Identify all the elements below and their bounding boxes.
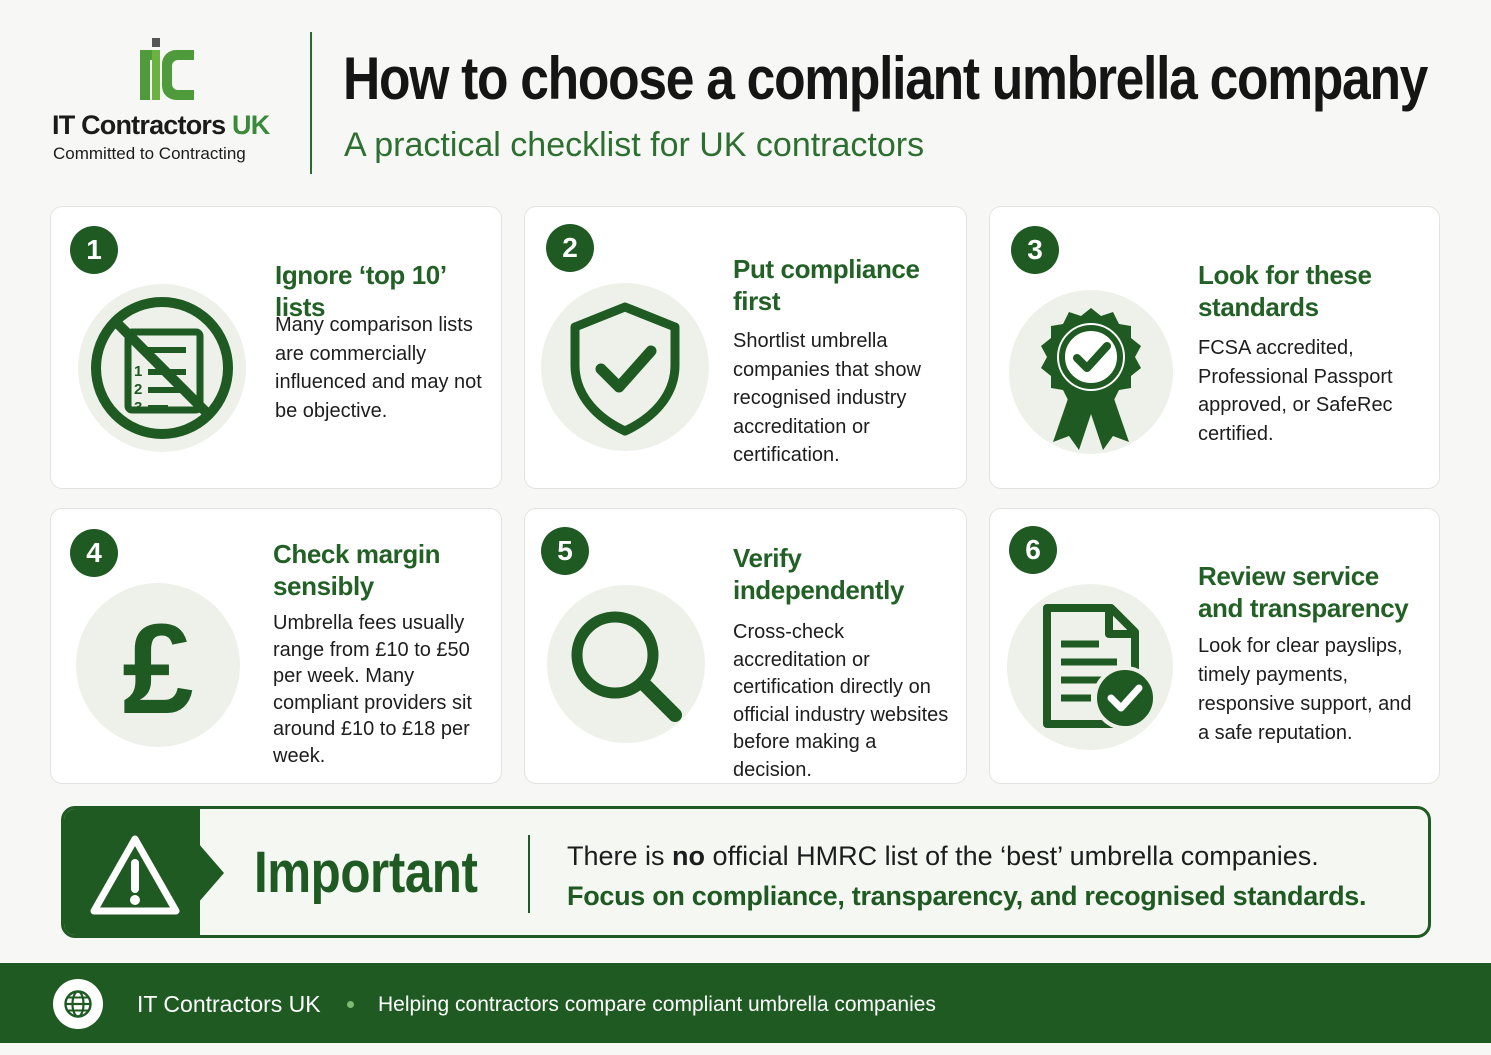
shield-check-icon	[541, 283, 709, 451]
step-badge: 4	[70, 529, 118, 577]
card-title: Look for these standards	[1198, 260, 1372, 322]
page-footer	[0, 963, 1491, 1043]
important-emphasis: Focus on compliance, transparency, and recognised standards.	[567, 881, 1367, 911]
step-badge: 2	[546, 224, 594, 272]
step-badge: 6	[1009, 526, 1057, 574]
step-badge: 3	[1011, 226, 1059, 274]
page-header	[0, 0, 1491, 190]
checklist-card-4	[50, 508, 502, 784]
footer-brand[interactable]: IT Contractors UK	[137, 991, 321, 1017]
checklist-card-6	[989, 508, 1440, 784]
logo-name: IT Contractors UK	[52, 110, 270, 140]
step-badge: 1	[70, 226, 118, 274]
card-body: Umbrella fees usually range from £10 to £50 per week. Many compliant providers sit around £10 to £18 per week.	[273, 612, 472, 767]
checklist-card-3	[989, 206, 1440, 489]
banner-arrow	[198, 843, 224, 903]
award-rosette-icon	[1009, 290, 1173, 454]
card-title: Ignore ‘top 10’ lists	[275, 260, 446, 322]
magnifying-glass-icon	[547, 585, 705, 743]
card-body: Look for clear payslips, timely payments, responsive support, and a safe reputation.	[1198, 635, 1412, 744]
no-ranked-list-icon	[78, 284, 246, 452]
svg-text:2: 2	[134, 381, 143, 398]
important-label: Important	[254, 840, 478, 905]
footer-separator-dot	[347, 1001, 354, 1008]
important-message: There is no official HMRC list of the ‘best’ umbrella companies.	[567, 841, 1319, 871]
pound-sign-icon	[76, 583, 240, 747]
card-title: Check margin sensibly	[273, 539, 441, 601]
card-body: Shortlist umbrella companies that show recognised industry accreditation or certification.	[733, 330, 921, 466]
card-body: Many comparison lists are commercially influenced and may not be objective.	[275, 314, 482, 422]
card-title: Verify independently	[733, 543, 905, 605]
itc-logo-mark-icon	[138, 36, 198, 102]
footer-tagline: Helping contractors compare compliant umbrella companies	[378, 993, 936, 1016]
step-badge: 5	[541, 527, 589, 575]
svg-text:£: £	[122, 598, 194, 741]
document-check-icon	[1007, 584, 1173, 750]
checklist-card-2	[524, 206, 967, 489]
card-body: FCSA accredited, Professional Passport approved, or SafeRec certified.	[1198, 337, 1393, 445]
logo[interactable]	[50, 36, 290, 166]
checklist-card-5	[524, 508, 967, 784]
svg-text:3: 3	[134, 399, 143, 416]
warning-icon	[88, 833, 182, 917]
header-divider	[310, 32, 312, 174]
card-title: Review service and transparency	[1198, 561, 1409, 623]
banner-divider	[528, 835, 530, 913]
page-title: How to choose a compliant umbrella company	[343, 45, 1428, 112]
svg-text:1: 1	[134, 363, 143, 380]
globe-icon[interactable]	[53, 979, 103, 1029]
card-body: Cross-check accreditation or certification directly on official industry websites before making a decision.	[733, 621, 949, 781]
important-banner	[61, 806, 1431, 938]
card-title: Put compliance first	[733, 254, 920, 316]
checklist-card-1	[50, 206, 502, 489]
logo-tagline: Committed to Contracting	[53, 144, 246, 163]
page-subtitle: A practical checklist for UK contractors	[344, 126, 925, 164]
